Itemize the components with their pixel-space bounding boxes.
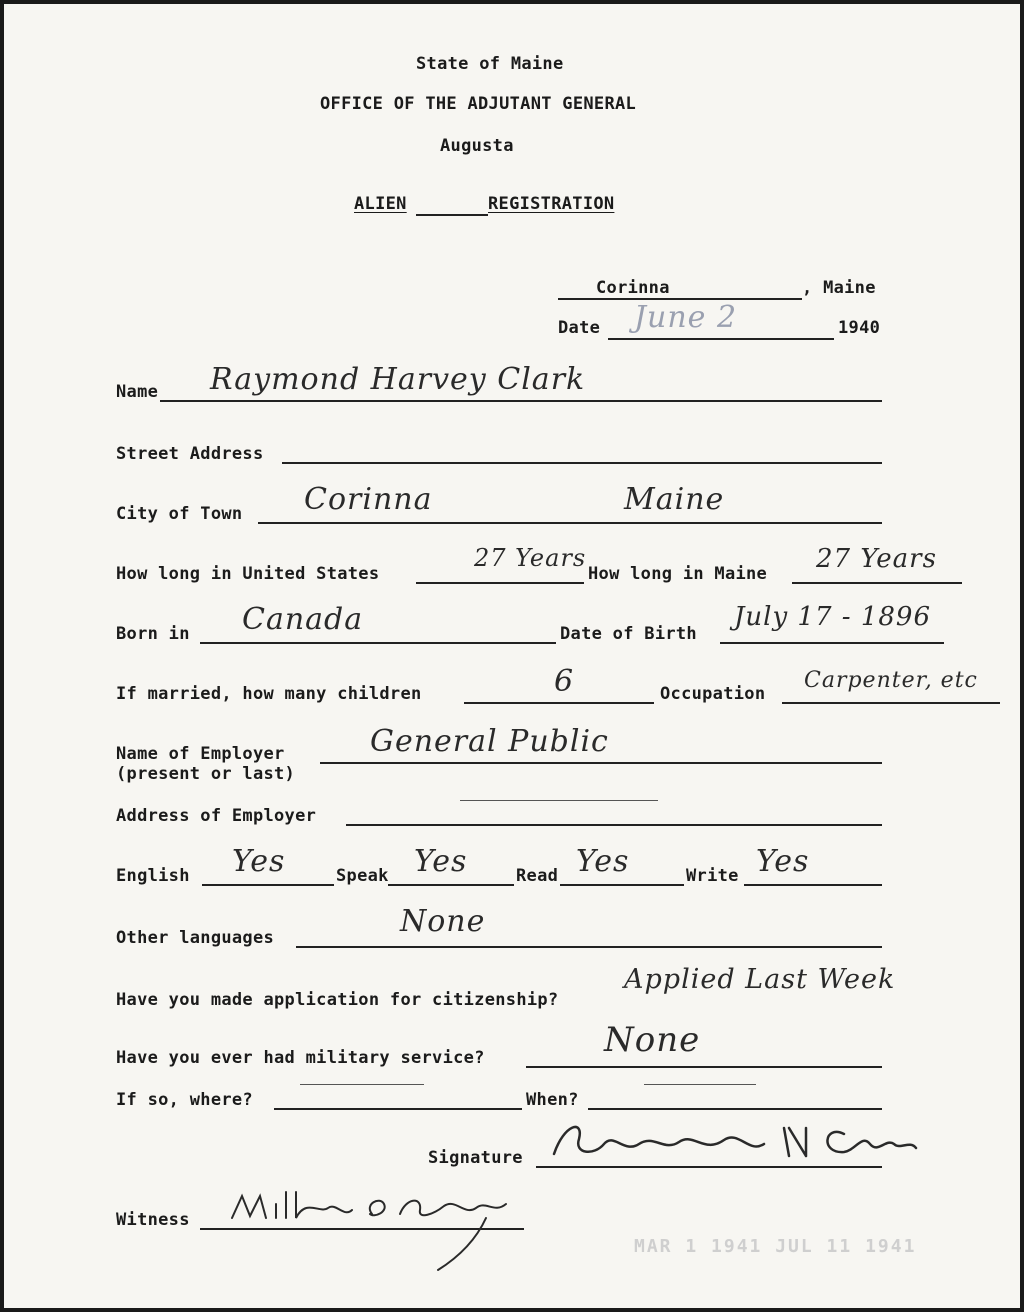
employer-line xyxy=(320,762,882,764)
military-line xyxy=(526,1066,882,1068)
when-line xyxy=(588,1108,882,1110)
read-label: Read xyxy=(516,866,559,886)
military-label: Have you ever had military service? xyxy=(116,1048,485,1068)
employer-address-stroke xyxy=(460,800,658,801)
name-line xyxy=(160,400,882,402)
header-state: State of Maine xyxy=(416,54,564,74)
read-value: Yes xyxy=(576,844,630,879)
born-value: Canada xyxy=(242,602,364,637)
children-value: 6 xyxy=(554,664,575,699)
when-stroke xyxy=(644,1084,756,1085)
dob-label: Date of Birth xyxy=(560,624,697,644)
speak-line xyxy=(388,884,514,886)
witness-handwriting xyxy=(224,1184,524,1274)
write-value: Yes xyxy=(756,844,810,879)
how-long-me-value: 27 Years xyxy=(816,544,937,574)
registration-form xyxy=(4,4,1020,1308)
date-line xyxy=(608,338,834,340)
citizenship-label: Have you made application for citizenship? xyxy=(116,990,559,1010)
date-year: 1940 xyxy=(838,318,881,338)
write-line xyxy=(744,884,882,886)
how-long-us-value: 27 Years xyxy=(474,544,587,572)
children-label: If married, how many children xyxy=(116,684,422,704)
city-value2: Maine xyxy=(624,482,725,517)
employer-address-label: Address of Employer xyxy=(116,806,317,826)
military-value: None xyxy=(604,1020,701,1060)
title-alien: ALIEN xyxy=(354,194,407,214)
title-registration: REGISTRATION xyxy=(488,194,615,214)
where-stroke xyxy=(300,1084,424,1085)
header-city: Augusta xyxy=(440,136,514,156)
english-value: Yes xyxy=(232,844,286,879)
occupation-value: Carpenter, etc xyxy=(804,668,978,693)
other-languages-label: Other languages xyxy=(116,928,275,948)
occupation-label: Occupation xyxy=(660,684,766,704)
citizenship-value: Applied Last Week xyxy=(624,964,896,995)
write-label: Write xyxy=(686,866,739,886)
place-state: , Maine xyxy=(802,278,876,298)
where-line xyxy=(274,1108,522,1110)
other-languages-value: None xyxy=(400,904,486,939)
street-label: Street Address xyxy=(116,444,264,464)
born-label: Born in xyxy=(116,624,190,644)
signature-handwriting xyxy=(544,1114,924,1174)
speak-value: Yes xyxy=(414,844,468,879)
occupation-line xyxy=(782,702,1000,704)
title-underline-gap xyxy=(416,214,488,216)
children-line xyxy=(464,702,654,704)
speak-label: Speak xyxy=(336,866,389,886)
born-line xyxy=(200,642,556,644)
dob-line xyxy=(720,642,944,644)
employer-label: Name of Employer xyxy=(116,744,285,764)
employer-sublabel: (present or last) xyxy=(116,764,296,784)
dob-value: July 17 - 1896 xyxy=(734,602,932,632)
city-label: City of Town xyxy=(116,504,243,524)
where-label: If so, where? xyxy=(116,1090,253,1110)
how-long-me-line xyxy=(792,582,962,584)
english-line xyxy=(202,884,334,886)
when-label: When? xyxy=(526,1090,579,1110)
read-line xyxy=(560,884,684,886)
employer-value: General Public xyxy=(370,724,609,759)
other-languages-line xyxy=(296,946,882,948)
header-office: OFFICE OF THE ADJUTANT GENERAL xyxy=(320,94,637,114)
city-value: Corinna xyxy=(304,482,433,517)
witness-label: Witness xyxy=(116,1210,190,1230)
how-long-us-label: How long in United States xyxy=(116,564,380,584)
date-label: Date xyxy=(558,318,601,338)
name-label: Name xyxy=(116,382,159,402)
name-value: Raymond Harvey Clark xyxy=(210,362,586,397)
how-long-me-label: How long in Maine xyxy=(588,564,768,584)
street-line xyxy=(282,462,882,464)
received-stamp: MAR 1 1941 JUL 11 1941 xyxy=(634,1236,917,1257)
signature-label: Signature xyxy=(428,1148,523,1168)
city-line xyxy=(258,522,882,524)
employer-address-line xyxy=(346,824,882,826)
date-value: June 2 xyxy=(634,300,738,335)
how-long-us-line xyxy=(416,582,584,584)
place-town: Corinna xyxy=(596,278,670,298)
english-label: English xyxy=(116,866,190,886)
